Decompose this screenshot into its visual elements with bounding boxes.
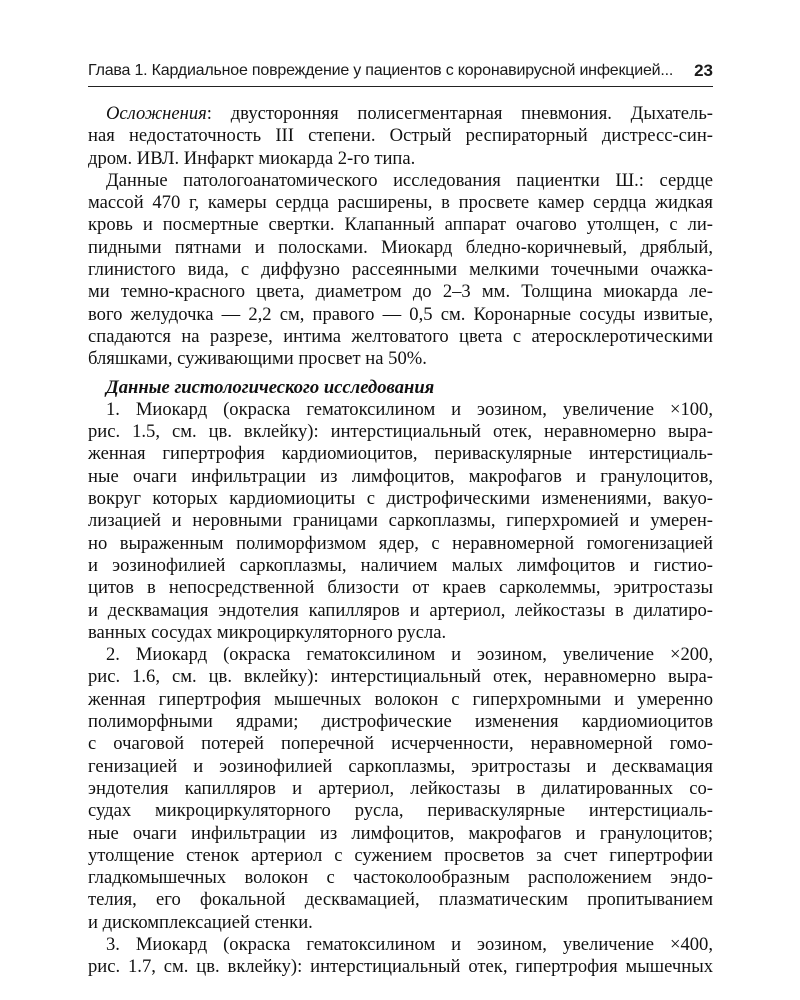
text-line: ми темно-красного цвета, диаметром до 2–3 мм. Толщина миокарда ле- <box>88 281 713 303</box>
histology-item-1 <box>88 399 713 644</box>
text-line: кровь и посмертные свертки. Клапанный аппарат очагово утолщен, с ли- <box>88 214 713 236</box>
text-line: женная гипертрофия кардиомиоцитов, периваскулярные интерстициаль- <box>88 443 713 465</box>
text-line: цитов в непосредственной близости от краев сарколеммы, эритростазы <box>88 577 713 599</box>
text-line: гладкомышечных волокон с частоколообразным расположением эндо- <box>88 867 713 889</box>
text-line: 2. Миокард (окраска гематоксилином и эозином, увеличение ×200, <box>106 644 713 666</box>
text-line: Данные патологоанатомического исследования пациентки Ш.: сердце <box>106 169 713 191</box>
text-line: судах микроциркуляторного русла, периваскулярные интерстициаль- <box>88 800 713 822</box>
text-line: и десквамация эндотелия капилляров и артериол, лейкостазы в дилатиро- <box>88 599 713 621</box>
text-line: и эозинофилией саркоплазмы, наличием малых лимфоцитов и гистио- <box>88 554 713 576</box>
complications-label: Осложнения <box>106 103 207 124</box>
histology-item-2 <box>88 644 713 934</box>
page-body <box>88 103 713 979</box>
text-line: женная гипертрофия мышечных волокон с гиперхромными и умеренно <box>88 688 713 710</box>
running-header <box>88 62 713 87</box>
text-line: и дискомплексацией стенки. <box>88 911 313 933</box>
text-line: вого желудочка — 2,2 см, правого — 0,5 см. Коронарные сосуды извитые, <box>88 303 713 325</box>
text-line: полиморфными ядрами; дистрофические изменения кардиомиоцитов <box>88 711 713 733</box>
text-line: утолщение стенок артериол с сужением просветов за счет гипертрофии <box>88 844 713 866</box>
text-line: вокруг которых кардиомиоциты с дистрофическими изменениями, вакуо- <box>88 488 713 510</box>
text-line: 1. Миокард (окраска гематоксилином и эозином, увеличение ×100, <box>106 398 713 420</box>
text-line: спадаются на разрезе, интима желтоватого цвета с атеросклеротическими <box>88 325 713 347</box>
chapter-title: Глава 1. Кардиальное повреждение у пациентов с коронавирусной инфекцией... <box>88 62 674 79</box>
text-line: лизацией и неровными границами саркоплазмы, гиперхромией и умерен- <box>88 510 713 532</box>
text-line: генизацией и эозинофилией саркоплазмы, эритростазы и десквамация <box>88 755 713 777</box>
text-line: рис. 1.7, см. цв. вклейку): интерстициальный отек, гипертрофия мышечных <box>88 956 713 978</box>
text-line: с очаговой потерей поперечной исчерченности, неравномерной гомо- <box>88 733 713 755</box>
autopsy-paragraph <box>88 170 713 371</box>
text-line: бляшками, суживающими просвет на 50%. <box>88 348 427 370</box>
text-line: телия, его фокальной десквамацией, плазматическим пропитыванием <box>88 889 713 911</box>
text-line: ные очаги инфильтрации из лимфоцитов, макрофагов и гранулоцитов; <box>88 822 713 844</box>
page-number: 23 <box>694 61 713 80</box>
text-line: Осложнения: двусторонняя полисегментарная пневмония. Дыхатель- <box>106 103 713 124</box>
text-line: массой 470 г, камеры сердца расширены, в просвете камер сердца жидкая <box>88 192 713 214</box>
text-line: 3. Миокард (окраска гематоксилином и эозином, увеличение ×400, <box>106 933 713 955</box>
text-line: рис. 1.6, см. цв. вклейку): интерстициальный отек, неравномерно выра- <box>88 666 713 688</box>
text-line: ная недостаточность III степени. Острый респираторный дистресс-син- <box>88 125 713 147</box>
text-line: эндотелия капилляров и артериол, лейкостазы в дилатированных со- <box>88 777 713 799</box>
text-line: рис. 1.5, см. цв. вклейку): интерстициальный отек, неравномерно выра- <box>88 421 713 443</box>
complications-paragraph <box>88 103 713 170</box>
text-line: глинистого вида, с диффузно рассеянными мелкими точечными очажка- <box>88 259 713 281</box>
text-line: ванных сосудах микроциркуляторного русла. <box>88 621 447 643</box>
histology-item-3 <box>88 934 713 979</box>
text-line: но выраженным полиморфизмом ядер, с неравномерной гомогенизацией <box>88 532 713 554</box>
text-line: ные очаги инфильтрации из лимфоцитов, макрофагов и гранулоцитов, <box>88 465 713 487</box>
text-line: пидными пятнами и полосками. Миокард бледно-коричневый, дряблый, <box>88 236 713 258</box>
text-line: дром. ИВЛ. Инфаркт миокарда 2-го типа. <box>88 147 416 169</box>
section-heading: Данные гистологического исследования <box>106 376 435 398</box>
